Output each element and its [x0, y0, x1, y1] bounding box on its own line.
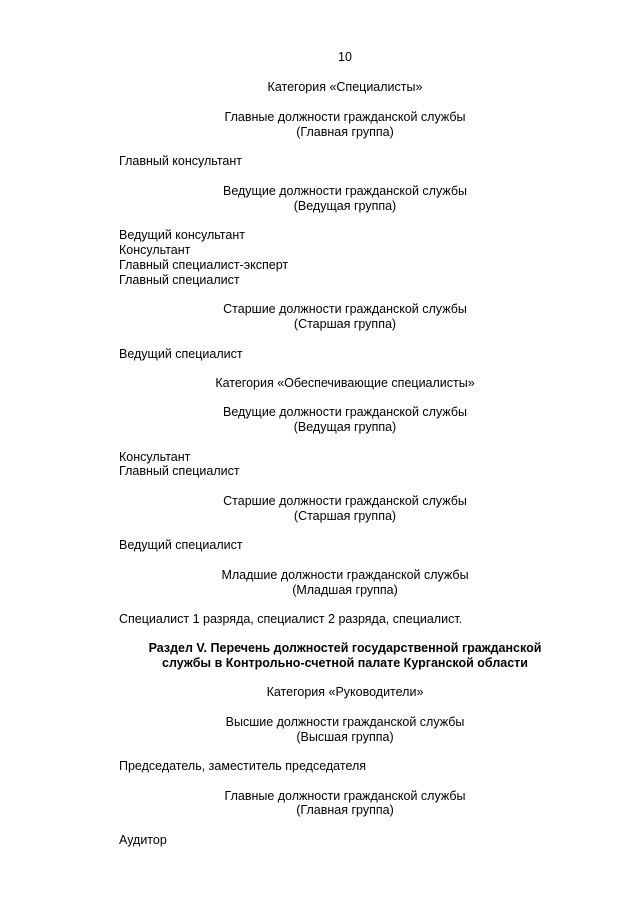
position-item: Аудитор: [119, 833, 167, 847]
group-subheading: (Главная группа): [296, 125, 394, 139]
position-item: Консультант: [119, 450, 191, 464]
group-subheading: (Старшая группа): [293, 509, 397, 523]
position-item: Главный консультант: [119, 154, 242, 168]
group-subheading: (Главная группа): [296, 803, 394, 817]
position-item: Специалист 1 разряда, специалист 2 разряда, специалист.: [119, 612, 463, 626]
position-item: Главный специалист-эксперт: [119, 258, 289, 272]
category-heading-support-specialists: Категория «Обеспечивающие специалисты»: [215, 376, 475, 390]
group-subheading: (Ведущая группа): [293, 199, 397, 213]
group-heading: Старшие должности гражданской службы: [223, 494, 467, 508]
group-heading: Ведущие должности гражданской службы: [223, 184, 467, 198]
position-item: Ведущий специалист: [119, 347, 243, 361]
group-subheading: (Старшая группа): [293, 317, 397, 331]
group-heading: Главные должности гражданской службы: [224, 110, 466, 124]
section-title: Раздел V. Перечень должностей государственной гражданской: [148, 641, 542, 655]
group-heading: Старшие должности гражданской службы: [223, 302, 467, 316]
group-heading: Ведущие должности гражданской службы: [223, 405, 467, 419]
group-heading: Главные должности гражданской службы: [224, 789, 466, 803]
group-heading: Младшие должности гражданской службы: [221, 568, 469, 582]
page-number: 10: [338, 50, 352, 64]
position-item: Ведущий консультант: [119, 228, 245, 242]
group-subheading: (Ведущая группа): [293, 420, 397, 434]
section-title: службы в Контрольно-счетной палате Курганской области: [162, 656, 528, 670]
position-item: Ведущий специалист: [119, 538, 243, 552]
group-subheading: (Младшая группа): [292, 583, 398, 597]
position-item: Председатель, заместитель председателя: [119, 759, 367, 773]
position-item: Главный специалист: [119, 464, 240, 478]
position-item: Главный специалист: [119, 273, 240, 287]
group-heading: Высшие должности гражданской службы: [225, 715, 465, 729]
category-heading-managers: Категория «Руководители»: [266, 685, 424, 699]
category-heading-specialists: Категория «Специалисты»: [267, 80, 423, 94]
position-item: Консультант: [119, 243, 191, 257]
group-subheading: (Высшая группа): [296, 730, 394, 744]
